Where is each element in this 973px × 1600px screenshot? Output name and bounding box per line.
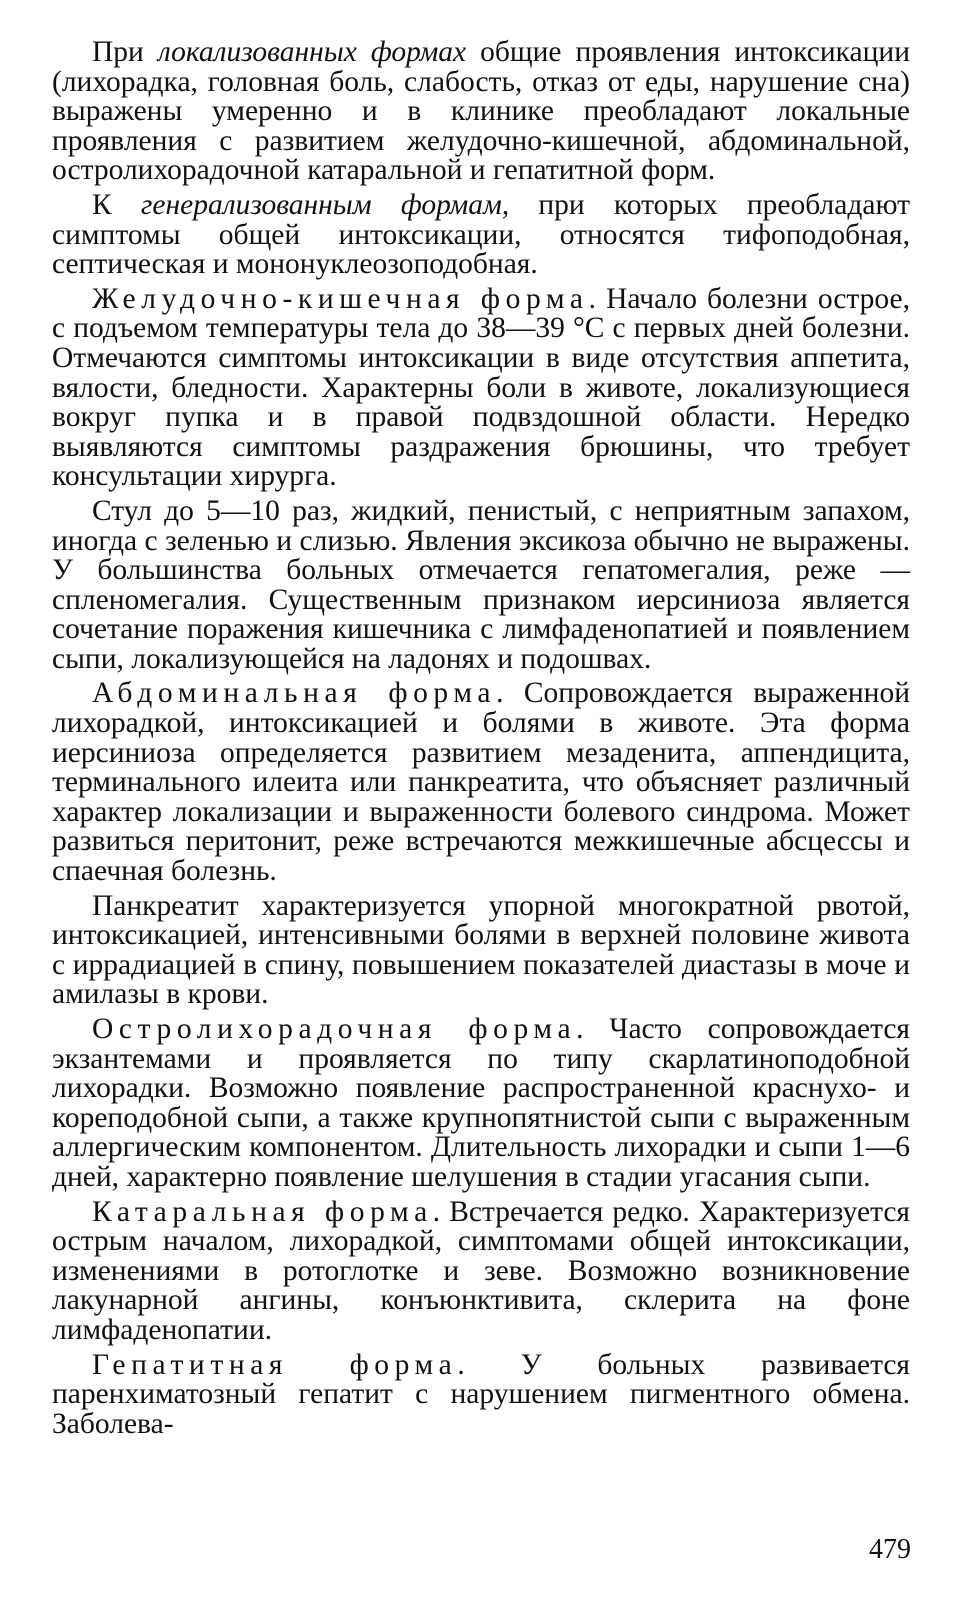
heading-catarrhal-form: Катаральная форма [92,1195,433,1228]
heading-hepatitis-form: Гепатитная форма [92,1348,458,1381]
paragraph-acute-febrile-form: Остролихорадочная форма. Часто сопровождается экзантемами и проявляется по типу скарлатиноподобной лихорадки. Возможно появление распространенной краснухо- и кореподобной сыпи, а также крупнопятнистой сыпи с выраженным аллергическим компонентом. Длительность лихорадки и сыпи 1—6 дней, характерно появление шелушения в стадии угасания сыпи. [52,1013,910,1193]
heading-abdominal-form: Абдоминальная форма [92,677,497,710]
term-generalized-forms: генерализованным формам [140,188,502,221]
paragraph-generalized-forms: К генерализованным формам, при которых преобладают симптомы общей интоксикации, относятся тифоподобная, септическая и мононуклеозоподобная. [52,188,910,281]
paragraph-pancreatitis: Панкреатит характеризуется упорной многократной рвотой, интоксикацией, интенсивными болями в верхней половине живота с иррадиацией в спину, повышением показателей диастазы в моче и амилазы в крови. [52,889,910,1011]
paragraph-gastrointestinal-form: Желудочно-кишечная форма. Начало болезни острое, с подъемом температуры тела до 38—39 °С с первых дней болезни. Отмечаются симптомы интоксикации в виде отсутствия аппетита, вялости, бледности. Характерны боли в животе, локализующиеся вокруг пупка и в правой подвздошной области. Нередко выявляются симптомы раздражения брюшины, что требует консультации хирурга. [52,282,910,493]
heading-acute-febrile-form: Остролихорадочная форма [92,1013,577,1045]
page-body [52,38,910,1439]
term-localized-forms: локализованных формах [157,36,467,68]
heading-gastrointestinal-form: Желудочно-кишечная форма [92,282,589,315]
paragraph-localized-forms: При локализованных формах общие проявления интоксикации (лихорадка, головная боль, слабость, отказ от еды, нарушение сна) выражены умеренно и в клинике преобладают локальные проявления с развитием желудочно-кишечной, абдоминальной, остролихорадочной катаральной и гепатитной форм. [52,36,910,187]
paragraph-catarrhal-form: Катаральная форма. Встречается редко. Характеризуется острым началом, лихорадкой, симптомами общей интоксикации, изменениями в ротоглотке и зеве. Возможно возникновение лакунарной ангины, конъюнктивита, склерита на фоне лимфаденопатии. [52,1195,910,1346]
page-number: 479 [869,1534,911,1565]
paragraph-stool: Стул до 5—10 раз, жидкий, пенистый, с неприятным запахом, иногда с зеленью и слизью. Явления эксикоза обычно не выражены. У большинства больных отмечается гепатомегалия, реже — спленомегалия. Существенным признаком иерсиниоза является сочетание поражения кишечника с лимфаденопатией и появлением сыпи, локализующейся на ладонях и подошвах. [52,494,910,675]
paragraph-hepatitis-form: Гепатитная форма. У больных развивается паренхиматозный гепатит с нарушением пигментного обмена. Заболева- [52,1348,910,1440]
paragraph-abdominal-form: Абдоминальная форма. Сопровождается выраженной лихорадкой, интоксикацией и болями в животе. Эта форма иерсиниоза определяется развитием мезаденита, аппендицита, терминального илеита или панкреатита, что объясняет различный характер локализации и выраженности болевого синдрома. Может развиться перитонит, реже встречаются межкишечные абсцессы и спаечная болезнь. [52,677,910,888]
